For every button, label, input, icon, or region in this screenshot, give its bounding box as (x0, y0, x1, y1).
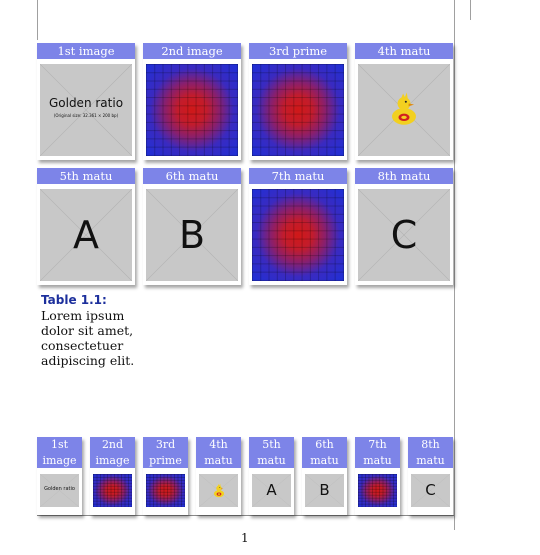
heatmap-image (146, 64, 238, 156)
placeholder-diagonals (40, 64, 132, 156)
figure-header-line1: 7th (368, 438, 387, 451)
figure-header (249, 437, 294, 468)
right-margin-rule (454, 0, 455, 530)
figure-header (37, 437, 82, 468)
figure-header: 5th matu (37, 168, 135, 184)
heatmap-image (146, 474, 185, 507)
figure-header-line1: 4th (209, 438, 228, 451)
figure-card (37, 168, 135, 285)
figure-card (249, 168, 347, 285)
figure-header-line2: image (95, 453, 130, 467)
figure-header-line2: prime (149, 453, 182, 467)
image-letter: B (178, 213, 206, 257)
figure-card (143, 43, 241, 160)
figure-card (37, 437, 82, 515)
heatmap-grid (252, 189, 344, 281)
duck-image (199, 474, 238, 507)
duck-icon (386, 78, 423, 142)
figure-card (249, 43, 347, 160)
caption-label: Table 1.1: (41, 293, 107, 307)
figure-card (355, 43, 453, 160)
figure-header-line1: 2nd (101, 438, 124, 451)
duck-icon (211, 479, 227, 502)
figure-header-line2: image (42, 453, 77, 467)
heatmap-image (252, 64, 344, 156)
figure-header-line2: matu (204, 453, 233, 467)
footer-rule (37, 515, 454, 516)
image-letter: C (425, 481, 436, 499)
figure-card (143, 437, 188, 515)
figure-header-line2: matu (257, 453, 286, 467)
heatmap-grid (146, 64, 238, 156)
letter-image (252, 474, 291, 507)
figure-header-line1: 5th (262, 438, 281, 451)
far-right-rule (470, 0, 471, 20)
figure-header: 8th matu (355, 168, 453, 184)
golden-ratio-title: Golden ratio (48, 96, 124, 110)
figure-card (37, 43, 135, 160)
image-letter: A (73, 213, 99, 257)
figure-header-line1: 6th (315, 438, 334, 451)
figure-header-line1: 3rd (155, 438, 176, 451)
figure-header (196, 437, 241, 468)
figure-header: 1st image (37, 43, 135, 59)
heatmap-grid (93, 474, 132, 507)
letter-image (146, 189, 238, 281)
heatmap-image (252, 189, 344, 281)
figure-header (408, 437, 453, 468)
table-caption (41, 293, 137, 368)
figure-card (355, 437, 400, 515)
heatmap-grid (358, 474, 397, 507)
letter-image (358, 189, 450, 281)
figure-card (249, 437, 294, 515)
figure-card (302, 437, 347, 515)
golden-ratio-subtitle: (Original size: 32.361 × 200 bp) (53, 113, 119, 118)
heatmap-grid (146, 474, 185, 507)
figure-card (196, 437, 241, 515)
figure-header: 6th matu (143, 168, 241, 184)
heatmap-image (358, 474, 397, 507)
figure-header-line2: matu (310, 453, 339, 467)
figure-header: 3rd prime (249, 43, 347, 59)
figure-header: 4th matu (355, 43, 453, 59)
figure-header: 7th matu (249, 168, 347, 184)
duck-image (358, 64, 450, 156)
figure-header-line1: 8th (421, 438, 440, 451)
letter-image (305, 474, 344, 507)
top-left-margin-rule (37, 0, 38, 40)
letter-image (411, 474, 450, 507)
page-number: 1 (241, 531, 249, 545)
golden-ratio-image (40, 474, 79, 507)
figure-header (355, 437, 400, 468)
golden-ratio-image (40, 64, 132, 156)
image-letter: B (319, 481, 330, 499)
figure-card (90, 437, 135, 515)
heatmap-image (93, 474, 132, 507)
figure-header-line1: 1st (50, 438, 69, 451)
figure-header (143, 437, 188, 468)
figure-header (90, 437, 135, 468)
figure-header-line2: matu (363, 453, 392, 467)
golden-ratio-title: Golden ratio (44, 485, 75, 492)
figure-card (408, 437, 453, 515)
image-letter: A (266, 481, 277, 499)
figure-header-line2: matu (416, 453, 445, 467)
figure-header (302, 437, 347, 468)
figure-card (355, 168, 453, 285)
letter-image (40, 189, 132, 281)
caption-text: Lorem ipsum dolor sit amet, consectetuer adipiscing elit. (41, 308, 135, 368)
image-letter: C (390, 213, 418, 257)
figure-card (143, 168, 241, 285)
figure-header: 2nd image (143, 43, 241, 59)
heatmap-grid (252, 64, 344, 156)
